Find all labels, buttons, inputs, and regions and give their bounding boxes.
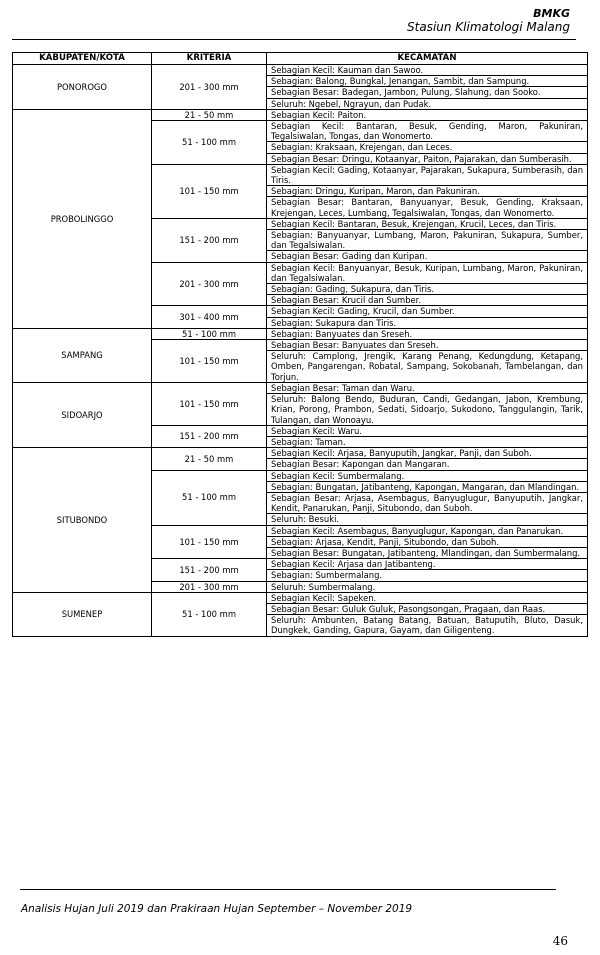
kabupaten-cell: SUMENEP — [13, 592, 152, 636]
kecamatan-cell: Seluruh: Sumbermalang. — [267, 581, 588, 592]
kecamatan-cell: Seluruh: Besuki. — [267, 514, 588, 525]
header-org: BMKG — [533, 7, 570, 20]
kecamatan-cell: Sebagian: Banyuates dan Sreseh. — [267, 328, 588, 339]
kecamatan-cell: Sebagian Besar: Arjasa, Asembagus, Banyuglugur, Banyuputih, Jangkar, Kendit, Panarukan, Panji, Situbondo, dan Suboh. — [267, 492, 588, 513]
column-header-kecamatan: KECAMATAN — [267, 53, 588, 65]
table-row — [13, 382, 588, 393]
page-number: 46 — [552, 934, 568, 948]
kecamatan-cell: Sebagian Kecil: Bantaran, Besuk, Gending, Maron, Pakuniran, Tegalsiwalan, Tongas, dan Wonomerto. — [267, 121, 588, 142]
kecamatan-cell: Sebagian: Taman. — [267, 436, 588, 447]
kecamatan-cell: Sebagian Kecil: Banyuanyar, Besuk, Kuripan, Lumbang, Maron, Pakuniran, dan Tegalsiwalan. — [267, 262, 588, 283]
kabupaten-cell: PROBOLINGGO — [13, 109, 152, 328]
kecamatan-cell: Sebagian Besar: Banyuates dan Sreseh. — [267, 340, 588, 351]
kecamatan-cell: Sebagian: Bungatan, Jatibanteng, Kapongan, Mangaran, dan Mlandingan. — [267, 481, 588, 492]
kriteria-cell: 101 - 150 mm — [152, 340, 267, 383]
kecamatan-cell: Sebagian Besar: Gading dan Kuripan. — [267, 251, 588, 262]
table-row — [13, 65, 588, 76]
kecamatan-cell: Sebagian: Balong, Bungkal, Jenangan, Sambit, dan Sampung. — [267, 76, 588, 87]
kriteria-cell: 101 - 150 mm — [152, 382, 267, 425]
kecamatan-cell: Seluruh: Ambunten, Batang Batang, Batuan, Batuputih, Bluto, Dasuk, Dungkek, Ganding, Gapura, Gayam, dan Giligenteng. — [267, 615, 588, 636]
kriteria-cell: 21 - 50 mm — [152, 109, 267, 120]
kecamatan-cell: Sebagian Besar: Taman dan Waru. — [267, 382, 588, 393]
kecamatan-cell: Sebagian Kecil: Paiton. — [267, 109, 588, 120]
kecamatan-cell: Sebagian Besar: Badegan, Jambon, Pulung, Slahung, dan Sooko. — [267, 87, 588, 98]
kecamatan-cell: Sebagian Besar: Bungatan, Jatibanteng, Mlandingan, dan Sumbermalang. — [267, 547, 588, 558]
table-row — [13, 592, 588, 603]
kriteria-cell: 301 - 400 mm — [152, 306, 267, 328]
column-header-kriteria: KRITERIA — [152, 53, 267, 65]
kecamatan-cell: Sebagian: Arjasa, Kendit, Panji, Situbondo, dan Suboh. — [267, 536, 588, 547]
kecamatan-cell: Sebagian Besar: Bantaran, Banyuanyar, Besuk, Gending, Kraksaan, Krejengan, Leces, Lumbang, Tegalsiwalan, Tongas, dan Wonomerto. — [267, 197, 588, 218]
kecamatan-cell: Sebagian: Sukapura dan Tiris. — [267, 317, 588, 328]
kecamatan-cell: Sebagian Besar: Kapongan dan Mangaran. — [267, 459, 588, 470]
table-body — [13, 65, 588, 637]
kecamatan-cell: Sebagian Kecil: Gading, Krucil, dan Sumber. — [267, 306, 588, 317]
table-row — [13, 328, 588, 339]
kecamatan-cell: Sebagian Kecil: Waru. — [267, 425, 588, 436]
footer-caption: Analisis Hujan Juli 2019 dan Prakiraan Hujan September – November 2019 — [21, 903, 413, 915]
kriteria-cell: 201 - 300 mm — [152, 581, 267, 592]
table-row — [13, 448, 588, 459]
kabupaten-cell: SIDOARJO — [13, 382, 152, 447]
kecamatan-cell: Sebagian: Gading, Sukapura, dan Tiris. — [267, 284, 588, 295]
kabupaten-cell: SITUBONDO — [13, 448, 152, 593]
column-header-kabupaten: KABUPATEN/KOTA — [13, 53, 152, 65]
kriteria-cell: 51 - 100 mm — [152, 470, 267, 525]
kriteria-cell: 201 - 300 mm — [152, 262, 267, 306]
kecamatan-cell: Sebagian: Dringu, Kuripan, Maron, dan Pakuniran. — [267, 186, 588, 197]
kriteria-cell: 151 - 200 mm — [152, 559, 267, 581]
kecamatan-cell: Sebagian: Sumbermalang. — [267, 570, 588, 581]
kriteria-cell: 151 - 200 mm — [152, 425, 267, 447]
kecamatan-cell: Sebagian Kecil: Kauman dan Sawoo. — [267, 65, 588, 76]
footer-rule — [20, 889, 556, 890]
kabupaten-cell: PONOROGO — [13, 65, 152, 110]
kriteria-cell: 21 - 50 mm — [152, 448, 267, 470]
kriteria-cell: 51 - 100 mm — [152, 592, 267, 636]
kecamatan-cell: Sebagian Besar: Guluk Guluk, Pasongsongan, Pragaan, dan Raas. — [267, 603, 588, 614]
kecamatan-cell: Sebagian Kecil: Sapeken. — [267, 592, 588, 603]
kriteria-cell: 201 - 300 mm — [152, 65, 267, 110]
kabupaten-cell: SAMPANG — [13, 328, 152, 382]
kecamatan-cell: Seluruh: Camplong, Jrengik, Karang Penang, Kedungdung, Ketapang, Omben, Pangarengan, Robatal, Sampang, Sokobanah, Tambelangan, dan Torjun. — [267, 351, 588, 383]
kecamatan-cell: Seluruh: Balong Bendo, Buduran, Candi, Gedangan, Jabon, Krembung, Krian, Porong, Prambon, Sedati, Sidoarjo, Sukodono, Tanggulangin, Tarik, Tulangan, dan Wonoayu. — [267, 394, 588, 426]
kriteria-cell: 151 - 200 mm — [152, 218, 267, 262]
kecamatan-cell: Sebagian: Kraksaan, Krejengan, dan Leces. — [267, 142, 588, 153]
kecamatan-cell: Seluruh: Ngebel, Ngrayun, dan Pudak. — [267, 98, 588, 109]
rainfall-table — [12, 52, 588, 637]
table-header-row — [13, 53, 588, 65]
kecamatan-cell: Sebagian Kecil: Bantaran, Besuk, Krejengan, Krucil, Leces, dan Tiris. — [267, 218, 588, 229]
header-station: Stasiun Klimatologi Malang — [407, 20, 570, 34]
kriteria-cell: 51 - 100 mm — [152, 328, 267, 339]
kriteria-cell: 101 - 150 mm — [152, 164, 267, 218]
kecamatan-cell: Sebagian Kecil: Arjasa dan Jatibanteng. — [267, 559, 588, 570]
kecamatan-cell: Sebagian Besar: Dringu, Kotaanyar, Paiton, Pajarakan, dan Sumberasih. — [267, 153, 588, 164]
header-rule — [12, 39, 576, 40]
kecamatan-cell: Sebagian Kecil: Asembagus, Banyuglugur, Kapongan, dan Panarukan. — [267, 525, 588, 536]
table-row — [13, 109, 588, 120]
kecamatan-cell: Sebagian Besar: Krucil dan Sumber. — [267, 295, 588, 306]
kecamatan-cell: Sebagian: Banyuanyar, Lumbang, Maron, Pakuniran, Sukapura, Sumber, dan Tegalsiwalan. — [267, 230, 588, 251]
kriteria-cell: 101 - 150 mm — [152, 525, 267, 559]
kecamatan-cell: Sebagian Kecil: Sumbermalang. — [267, 470, 588, 481]
kriteria-cell: 51 - 100 mm — [152, 121, 267, 165]
kecamatan-cell: Sebagian Kecil: Arjasa, Banyuputih, Jangkar, Panji, dan Suboh. — [267, 448, 588, 459]
kecamatan-cell: Sebagian Kecil: Gading, Kotaanyar, Pajarakan, Sukapura, Sumberasih, dan Tiris. — [267, 164, 588, 185]
